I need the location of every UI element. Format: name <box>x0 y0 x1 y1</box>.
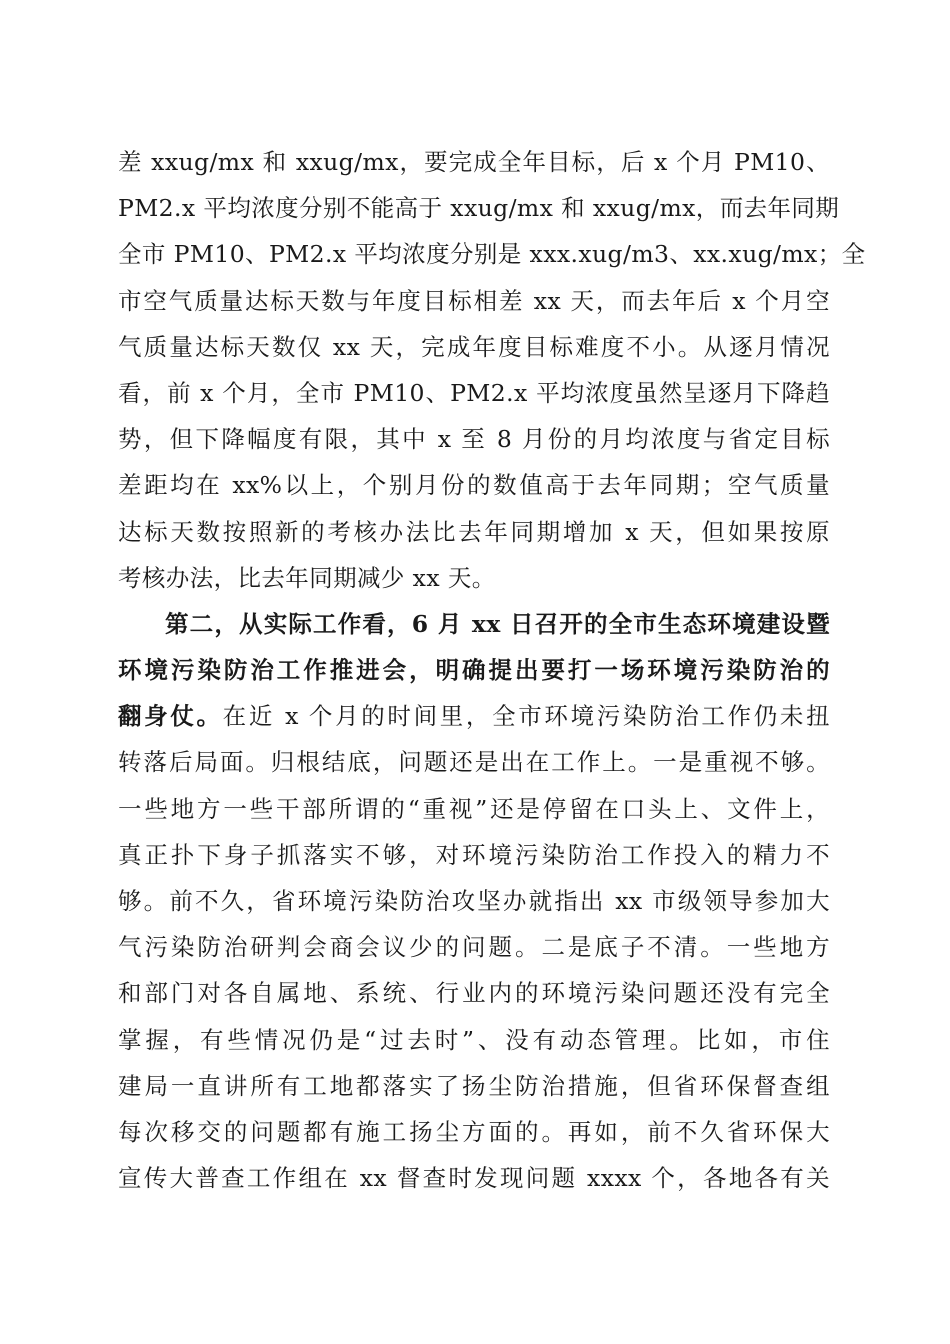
paragraph-2-line: 够。前不久，省环境污染防治攻坚办就指出 xx 市级领导参加大 <box>118 887 830 915</box>
paragraph-1-line: 差距均在 xx%以上，个别月份的数值高于去年同期；空气质量 <box>118 471 830 500</box>
paragraph-1-line: 市空气质量达标天数与年度目标相差 xx 天，而去年后 x 个月空 <box>118 286 830 315</box>
paragraph-2-line: 一些地方一些干部所谓的“重视”还是停留在口头上、文件上， <box>118 794 830 823</box>
paragraph-1-line: 全市 PM10、PM2.x 平均浓度分别是 xxx.xug/m3、xx.xug/mx；全 <box>118 240 866 269</box>
paragraph-2-heading-line: 环境污染防治工作推进会，明确提出要打一场环境污染防治的 <box>118 656 830 685</box>
paragraph-2-line: 每次移交的问题都有施工扬尘方面的。再如，前不久省环保大 <box>118 1117 830 1146</box>
paragraph-2-line: 和部门对各自属地、系统、行业内的环境污染问题还没有完全 <box>118 979 830 1008</box>
paragraph-2-mixed-line <box>118 693 830 739</box>
paragraph-1-line: 势，但下降幅度有限，其中 x 至 8 月份的月均浓度与省定目标 <box>118 425 830 454</box>
paragraph-2-heading-line: 第二，从实际工作看，6 月 xx 日召开的全市生态环境建设暨 <box>165 609 830 638</box>
paragraph-2-line: 真正扑下身子抓落实不够，对环境污染防治工作投入的精力不 <box>118 840 830 869</box>
paragraph-1-line: 达标天数按照新的考核办法比去年同期增加 x 天，但如果按原 <box>118 517 830 546</box>
paragraph-2-line: 转落后局面。归根结底，问题还是出在工作上。一是重视不够。 <box>118 748 830 777</box>
paragraph-1-line: 差 xxug/mx 和 xxug/mx，要完成全年目标，后 x 个月 PM10、 <box>118 148 830 176</box>
paragraph-2-bold-prefix: 翻身仗。 <box>118 702 223 731</box>
paragraph-2-line: 气污染防治研判会商会议少的问题。二是底子不清。一些地方 <box>118 933 830 962</box>
paragraph-1-line: 考核办法，比去年同期减少 xx 天。 <box>118 563 496 592</box>
paragraph-2-line: 宣传大普查工作组在 xx 督查时发现问题 xxxx 个，各地各有关 <box>118 1164 830 1193</box>
paragraph-1-line: 气质量达标天数仅 xx 天，完成年度目标难度不小。从逐月情况 <box>118 332 830 361</box>
paragraph-2-line: 掌握，有些情况仍是“过去时”、没有动态管理。比如，市住 <box>118 1025 830 1054</box>
paragraph-1-line: PM2.x 平均浓度分别不能高于 xxug/mx 和 xxug/mx，而去年同期 <box>118 194 840 223</box>
paragraph-2-line: 建局一直讲所有工地都落实了扬尘防治措施，但省环保督查组 <box>118 1071 830 1100</box>
paragraph-2-mixed-rest: 在近 x 个月的时间里，全市环境污染防治工作仍未扭 <box>222 702 830 731</box>
paragraph-1-line: 看，前 x 个月，全市 PM10、PM2.x 平均浓度虽然呈逐月下降趋 <box>118 378 830 407</box>
body-text <box>118 139 866 1201</box>
